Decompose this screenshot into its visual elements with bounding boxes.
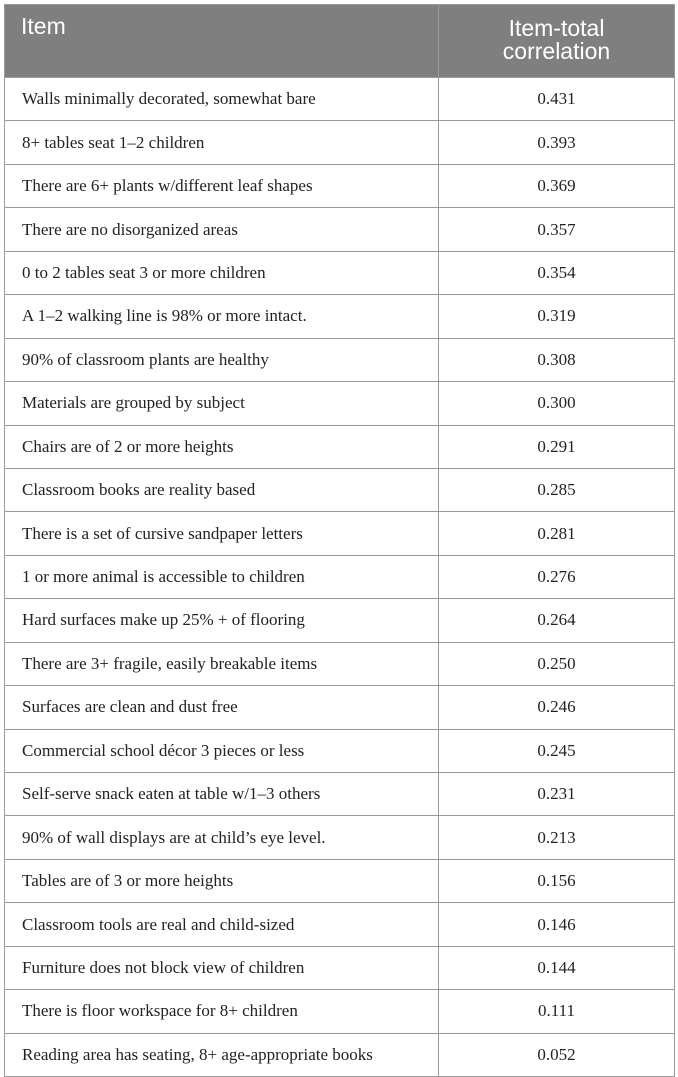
- header-correlation-line1: Item-total: [508, 15, 605, 41]
- table-row: [5, 164, 675, 207]
- table-row: [5, 642, 675, 685]
- item-cell: 90% of wall displays are at child’s eye level.: [5, 816, 439, 859]
- table-row: [5, 338, 675, 381]
- table-row: [5, 903, 675, 946]
- table-row: [5, 78, 675, 121]
- table-row: [5, 990, 675, 1033]
- item-cell: There is floor workspace for 8+ children: [5, 990, 439, 1033]
- item-cell: 1 or more animal is accessible to children: [5, 555, 439, 598]
- table-row: [5, 599, 675, 642]
- item-cell: There are 3+ fragile, easily breakable items: [5, 642, 439, 685]
- table-row: [5, 729, 675, 772]
- table-row: [5, 816, 675, 859]
- correlation-cell: 0.156: [439, 859, 675, 902]
- item-cell: Reading area has seating, 8+ age-appropriate books: [5, 1033, 439, 1076]
- item-cell: Walls minimally decorated, somewhat bare: [5, 78, 439, 121]
- table-row: [5, 425, 675, 468]
- correlation-cell: 0.111: [439, 990, 675, 1033]
- correlation-cell: 0.285: [439, 468, 675, 511]
- item-cell: Chairs are of 2 or more heights: [5, 425, 439, 468]
- correlation-cell: 0.276: [439, 555, 675, 598]
- item-cell: There are no disorganized areas: [5, 208, 439, 251]
- correlation-cell: 0.213: [439, 816, 675, 859]
- correlation-cell: 0.431: [439, 78, 675, 121]
- correlation-cell: 0.264: [439, 599, 675, 642]
- item-cell: Tables are of 3 or more heights: [5, 859, 439, 902]
- item-correlation-table: [4, 4, 675, 1077]
- header-row: [5, 5, 675, 78]
- correlation-cell: 0.369: [439, 164, 675, 207]
- table-row: [5, 251, 675, 294]
- item-cell: Surfaces are clean and dust free: [5, 686, 439, 729]
- correlation-cell: 0.245: [439, 729, 675, 772]
- correlation-cell: 0.231: [439, 773, 675, 816]
- item-cell: A 1–2 walking line is 98% or more intact.: [5, 295, 439, 338]
- item-cell: Materials are grouped by subject: [5, 382, 439, 425]
- header-item: Item: [5, 5, 439, 78]
- table-row: [5, 208, 675, 251]
- correlation-cell: 0.300: [439, 382, 675, 425]
- item-cell: 8+ tables seat 1–2 children: [5, 121, 439, 164]
- correlation-cell: 0.246: [439, 686, 675, 729]
- table-row: [5, 295, 675, 338]
- table-row: [5, 773, 675, 816]
- table-row: [5, 859, 675, 902]
- correlation-cell: 0.308: [439, 338, 675, 381]
- correlation-cell: 0.291: [439, 425, 675, 468]
- item-cell: Hard surfaces make up 25% + of flooring: [5, 599, 439, 642]
- item-cell: Classroom tools are real and child-sized: [5, 903, 439, 946]
- correlation-cell: 0.146: [439, 903, 675, 946]
- table-row: [5, 946, 675, 989]
- table-row: [5, 686, 675, 729]
- table-row: [5, 1033, 675, 1076]
- table-row: [5, 382, 675, 425]
- correlation-cell: 0.144: [439, 946, 675, 989]
- item-cell: Commercial school décor 3 pieces or less: [5, 729, 439, 772]
- table-row: [5, 512, 675, 555]
- item-cell: Self-serve snack eaten at table w/1–3 others: [5, 773, 439, 816]
- table-row: [5, 121, 675, 164]
- correlation-cell: 0.354: [439, 251, 675, 294]
- item-cell: There are 6+ plants w/different leaf shapes: [5, 164, 439, 207]
- header-item-total-correlation: [439, 5, 675, 78]
- correlation-cell: 0.281: [439, 512, 675, 555]
- item-cell: Furniture does not block view of children: [5, 946, 439, 989]
- correlation-cell: 0.052: [439, 1033, 675, 1076]
- table-body: [5, 78, 675, 1077]
- header-correlation-line2: correlation: [502, 38, 611, 64]
- correlation-cell: 0.357: [439, 208, 675, 251]
- item-cell: 0 to 2 tables seat 3 or more children: [5, 251, 439, 294]
- correlation-cell: 0.393: [439, 121, 675, 164]
- item-correlation-table-container: [4, 4, 674, 1077]
- table-row: [5, 555, 675, 598]
- table-header: [5, 5, 675, 78]
- correlation-cell: 0.319: [439, 295, 675, 338]
- table-row: [5, 468, 675, 511]
- item-cell: 90% of classroom plants are healthy: [5, 338, 439, 381]
- item-cell: There is a set of cursive sandpaper letters: [5, 512, 439, 555]
- correlation-cell: 0.250: [439, 642, 675, 685]
- item-cell: Classroom books are reality based: [5, 468, 439, 511]
